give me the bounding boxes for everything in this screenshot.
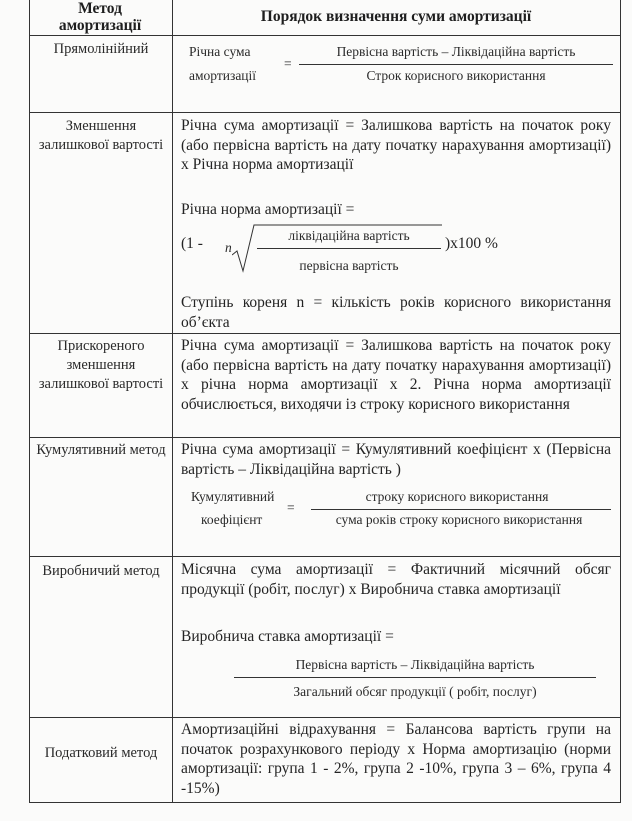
description-text: Амортизаційні відрахування = Балансова вартість групи на початок розрахункового періоду х Норма амортизацію (норми амортизації: група 1 - 2%, група 2 -10%, група 3 – 6%, група 4 -15%) — [181, 721, 611, 797]
method-cumulative: Кумулятивний метод — [36, 442, 166, 458]
equals-sign: = — [287, 500, 295, 515]
header-divider — [29, 35, 621, 36]
table-column-divider — [172, 0, 173, 803]
formula-lhs: коефіцієнт — [201, 512, 263, 527]
formula-lhs: Кумулятивний — [191, 489, 275, 504]
method-reducing-balance: Зменшення залишкової вартості — [38, 118, 164, 153]
header-method: Метод амортизації — [58, 0, 142, 34]
row-divider — [29, 333, 621, 334]
formula-prefix: (1 - — [181, 235, 203, 252]
fraction-denominator: сума років строку корисного використання — [335, 512, 583, 527]
row-divider — [29, 717, 621, 718]
formula-lhs: Річна сума — [189, 44, 251, 59]
description-text: Річна сума амортизації = Залишкова вартість на початок року (або первісна вартість на дату початку нарахування амортизації) х річна норма амортизації х 2. Річна норма амортизації обчислюється, виходячи із строку корисного використання — [181, 337, 611, 413]
table-border-left — [29, 0, 30, 803]
row-divider — [29, 556, 621, 557]
table-border-right — [620, 0, 621, 803]
table-border-bottom — [29, 802, 621, 803]
fraction-bar — [299, 64, 613, 65]
header-order: Порядок визначення суми амортизації — [260, 8, 532, 25]
depreciation-methods-table — [29, 0, 621, 812]
root-numerator: ліквідаційна вартість — [288, 228, 410, 243]
method-tax: Податковий метод — [44, 745, 158, 761]
root-index: n — [225, 240, 232, 255]
root-denominator: первісна вартість — [299, 258, 399, 273]
method-accelerated-reducing-balance: Прискореного зменшення залишкової вартості — [38, 338, 164, 392]
formula-suffix: )х100 % — [445, 235, 498, 252]
fraction-denominator: Загальний обсяг продукції ( робіт, послуг) — [293, 684, 537, 699]
row-divider — [29, 112, 621, 113]
description-text: Ступінь кореня n = кількість років корисного використання об’єкта — [181, 294, 611, 331]
fraction-numerator: Первісна вартість – Ліквідаційна вартість — [295, 657, 535, 672]
fraction-denominator: Строк корисного використання — [366, 68, 546, 83]
description-text: Місячна сума амортизації = Фактичний місячний обсяг продукції (робіт, послуг) х Виробнича ставка амортизації — [181, 561, 611, 598]
fraction-bar — [234, 677, 596, 678]
formula-lhs: амортизації — [189, 68, 257, 83]
row-divider — [29, 437, 621, 438]
method-production: Виробничий метод — [42, 563, 160, 579]
formula-label: Виробнича ставка амортизації = — [181, 628, 394, 645]
fraction-numerator: строку корисного використання — [365, 489, 549, 504]
fraction-numerator: Первісна вартість – Ліквідаційна вартість — [336, 44, 576, 59]
fraction-bar — [257, 248, 441, 249]
fraction-bar — [311, 509, 611, 510]
equals-sign: = — [284, 56, 292, 71]
method-straight-line: Прямолінійний — [53, 41, 149, 57]
description-text: Річна сума амортизації = Кумулятивний коефіцієнт х (Первісна вартість – Ліквідаційна вартість ) — [181, 441, 611, 478]
description-text: Річна сума амортизації = Залишкова вартість на початок року (або первісна вартість на дату початку нарахування амортизації) х Річна норма амортизації — [181, 117, 611, 173]
formula-label: Річна норма амортизації = — [181, 201, 355, 218]
